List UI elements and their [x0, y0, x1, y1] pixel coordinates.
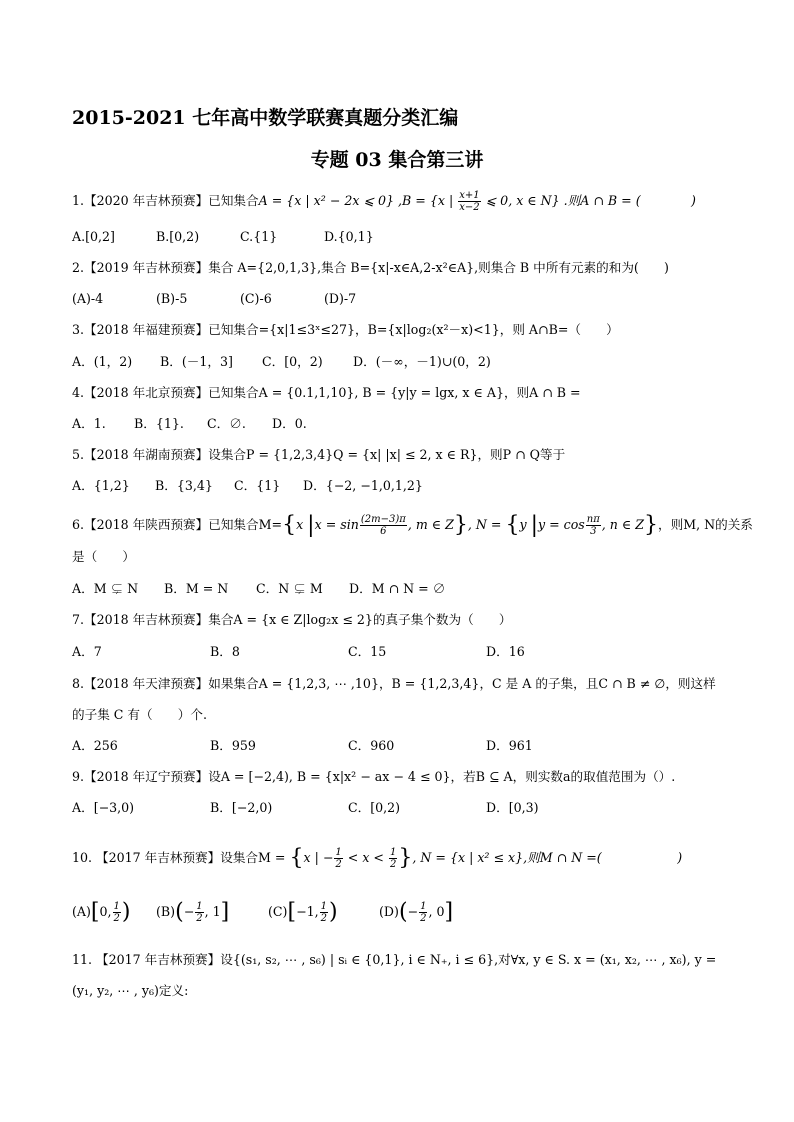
q9-option-a: A．[−3,0) — [72, 800, 135, 815]
frac-den: 2 — [113, 913, 120, 924]
q1-option-c: C.{1} — [240, 229, 278, 244]
paren: ) — [329, 899, 338, 925]
brace-close: } — [453, 512, 468, 538]
frac-den: 2 — [320, 913, 328, 924]
question-9: 9.【2018 年辽宁预赛】设A = [−2,4), B = {x|x² − ax − 4 ≤ 0}，若B ⊆ A，则实数a的取值范围为（）. — [72, 769, 676, 784]
document-title: 2015-2021 七年高中数学联赛真题分类汇编 — [72, 107, 459, 129]
fraction — [113, 901, 121, 924]
option-value: −1, — [296, 904, 319, 919]
frac-den: 2 — [420, 913, 427, 924]
frac-den: 2 — [196, 913, 203, 924]
option-label: (A) — [72, 904, 91, 919]
q4-option-d: D．0. — [272, 416, 307, 431]
q6-m-expr: x = sin — [314, 517, 359, 532]
q8-option-c: C．960 — [348, 738, 395, 753]
q8-option-d: D．961 — [486, 738, 533, 753]
q5-option-a: A．{1,2} — [72, 478, 130, 493]
question-6-line-2: 是（ ） — [72, 549, 135, 564]
question-2: 2.【2019 年吉林预赛】集合 A={2,0,1,3},集合 B={x|-x∈A,2-x²∈A},则集合 B 中所有元素的和为( ) — [72, 260, 669, 275]
question-6-prefix: 6.【2018 年陕西预赛】已知集合M= — [72, 517, 283, 532]
brace-open: { — [289, 845, 304, 871]
question-1-set-a: A = {x | x² − 2x ⩽ 0} — [258, 193, 395, 208]
q10-m-b: < x < — [343, 850, 388, 865]
bracket: ] — [444, 899, 454, 925]
q6-m-fraction — [360, 514, 407, 537]
fraction — [419, 901, 427, 924]
q5-option-b: B．{3,4} — [155, 478, 213, 493]
option-label: (B) — [156, 904, 176, 919]
question-1-frac-num: x+1 — [459, 190, 480, 201]
option-label: (D) — [379, 904, 399, 919]
frac-num: 1 — [196, 901, 203, 912]
q4-option-b: B．{1}. — [134, 416, 184, 431]
q10-option-c — [268, 901, 338, 924]
q6-m-num: (2m−3)π — [360, 514, 406, 525]
q1-option-d: D.{0,1} — [324, 229, 374, 244]
question-1-set-b-start: ,B = {x | — [394, 193, 458, 208]
paren: ( — [398, 899, 408, 925]
q6-n-den: 3 — [590, 526, 597, 537]
q6-m-var: x — [296, 517, 308, 532]
bar: | — [530, 512, 538, 538]
question-1-fraction — [458, 190, 480, 213]
q3-option-b: B．(－1，3] — [160, 354, 233, 369]
q6-option-b: B．M = N — [164, 581, 229, 596]
frac-num: 1 — [113, 901, 120, 912]
bracket: ] — [220, 899, 230, 925]
q6-m-cond: , m ∈ Z — [407, 517, 454, 532]
q6-option-d: D．M ∩ N = ∅ — [349, 581, 446, 596]
q1-option-b: B.[0,2) — [156, 229, 200, 244]
question-1-tail: ⩽ 0, x ∈ N} .则A ∩ B = ( ) — [481, 193, 696, 208]
frac-den: 2 — [390, 859, 397, 870]
question-1 — [72, 190, 696, 213]
bracket: [ — [287, 899, 297, 925]
question-6 — [72, 514, 753, 537]
option-value: − — [183, 904, 195, 919]
question-10 — [72, 847, 682, 870]
q6-n-cond: , n ∈ Z — [601, 517, 644, 532]
fraction — [195, 901, 203, 924]
q10-half-fraction-2 — [389, 847, 397, 870]
q6-m-den: 6 — [380, 526, 387, 537]
q6-n-var: y — [519, 517, 531, 532]
q4-option-a: A．1. — [72, 416, 106, 431]
q6-n-num: nπ — [586, 514, 600, 525]
fraction — [320, 901, 328, 924]
q2-option-b: (B)-5 — [156, 291, 188, 306]
q10-option-b — [156, 901, 229, 924]
q7-option-c: C．15 — [348, 644, 387, 659]
bracket: [ — [90, 899, 100, 925]
q5-option-d: D．{−2, −1,0,1,2} — [303, 478, 423, 493]
option-value-right: , 1 — [204, 904, 221, 919]
q6-option-a: A．M ⊊ N — [72, 581, 139, 596]
brace-close: } — [398, 845, 413, 871]
q9-option-c: C．[0,2) — [348, 800, 401, 815]
option-label: (C) — [268, 904, 288, 919]
question-4: 4.【2018 年北京预赛】已知集合A = {0.1,1,10}, B = {y|y = lgx, x ∈ A}，则A ∩ B = — [72, 385, 581, 400]
brace-close: } — [644, 512, 658, 538]
q3-option-c: C．[0，2) — [262, 354, 323, 369]
question-11: 11. 【2017 年吉林预赛】设{(s₁, s₂, ⋯ , s₆) | sᵢ ∈ {0,1}, i ∈ N₊, i ≤ 6},对∀x, y ∈ S. x = (x₁, x₂, ⋯ , x₆), y = — [72, 952, 717, 967]
question-7: 7.【2018 年吉林预赛】集合A = {x ∈ Z|log₂x ≤ 2}的真子集个数为（ ） — [72, 612, 512, 627]
q2-option-d: (D)-7 — [324, 291, 357, 306]
frac-den: 2 — [335, 859, 342, 870]
q6-tail: ，则M, N的关系 — [658, 517, 753, 532]
q10-m-a: x | − — [303, 850, 334, 865]
q6-n-fraction — [586, 514, 601, 537]
question-3: 3.【2018 年福建预赛】已知集合={x|1≤3ˣ≤27}，B={x|log₂(x²－x)<1}，则 A∩B=（ ） — [72, 322, 619, 337]
q6-n-expr: y = cos — [538, 517, 585, 532]
document-subtitle: 专题 03 集合第三讲 — [310, 149, 484, 171]
q10-option-a — [72, 901, 131, 924]
frac-num: 1 — [420, 901, 427, 912]
q9-option-d: D．[0,3) — [486, 800, 539, 815]
q4-option-c: C．∅. — [207, 416, 246, 431]
frac-num: 1 — [335, 847, 342, 858]
question-8-line-2: 的子集 C 有（ ）个. — [72, 707, 207, 722]
frac-num: 1 — [390, 847, 397, 858]
q2-option-c: (C)-6 — [240, 291, 272, 306]
frac-num: 1 — [320, 901, 328, 912]
question-10-prefix: 10. 【2017 年吉林预赛】设集合M = — [72, 850, 290, 865]
brace-open: { — [505, 512, 520, 538]
question-8: 8.【2018 年天津预赛】如果集合A = {1,2,3, ⋯ ,10}，B = {1,2,3,4}，C 是 A 的子集，且C ∩ B ≠ ∅，则这样 — [72, 676, 716, 691]
q10-half-fraction — [334, 847, 342, 870]
paren: ) — [121, 899, 131, 925]
bar: | — [307, 512, 315, 538]
q2-option-a: (A)-4 — [72, 291, 104, 306]
q6-option-c: C．N ⊊ M — [256, 581, 323, 596]
option-value: 0, — [99, 904, 112, 919]
q7-option-d: D．16 — [486, 644, 525, 659]
q9-option-b: B．[−2,0) — [210, 800, 273, 815]
brace-open: { — [282, 512, 297, 538]
option-value-right: , 0 — [428, 904, 445, 919]
q8-option-b: B．959 — [210, 738, 256, 753]
q7-option-a: A．7 — [72, 644, 102, 659]
q1-option-a: A.[0,2] — [72, 229, 115, 244]
q3-option-d: D．(－∞，－1)∪(0，2) — [353, 354, 491, 369]
q10-option-d — [379, 901, 453, 924]
q6-n-prefix: , N = — [467, 517, 506, 532]
q10-tail: , N = {x | x² ≤ x},则M ∩ N =( ) — [412, 850, 683, 865]
option-value: − — [407, 904, 419, 919]
question-11-line-2: (y₁, y₂, ⋯ , y₆)定义: — [72, 983, 189, 998]
question-5: 5.【2018 年湖南预赛】设集合P = {1,2,3,4}Q = {x| |x| ≤ 2, x ∈ R}，则P ∩ Q等于 — [72, 447, 566, 462]
q5-option-c: C．{1} — [234, 478, 281, 493]
q8-option-a: A．256 — [72, 738, 118, 753]
paren: ( — [175, 899, 184, 925]
q3-option-a: A．(1，2) — [72, 354, 133, 369]
question-1-prefix: 1.【2020 年吉林预赛】已知集合 — [72, 193, 259, 208]
question-1-frac-den: x−2 — [459, 202, 480, 213]
q7-option-b: B．8 — [210, 644, 240, 659]
